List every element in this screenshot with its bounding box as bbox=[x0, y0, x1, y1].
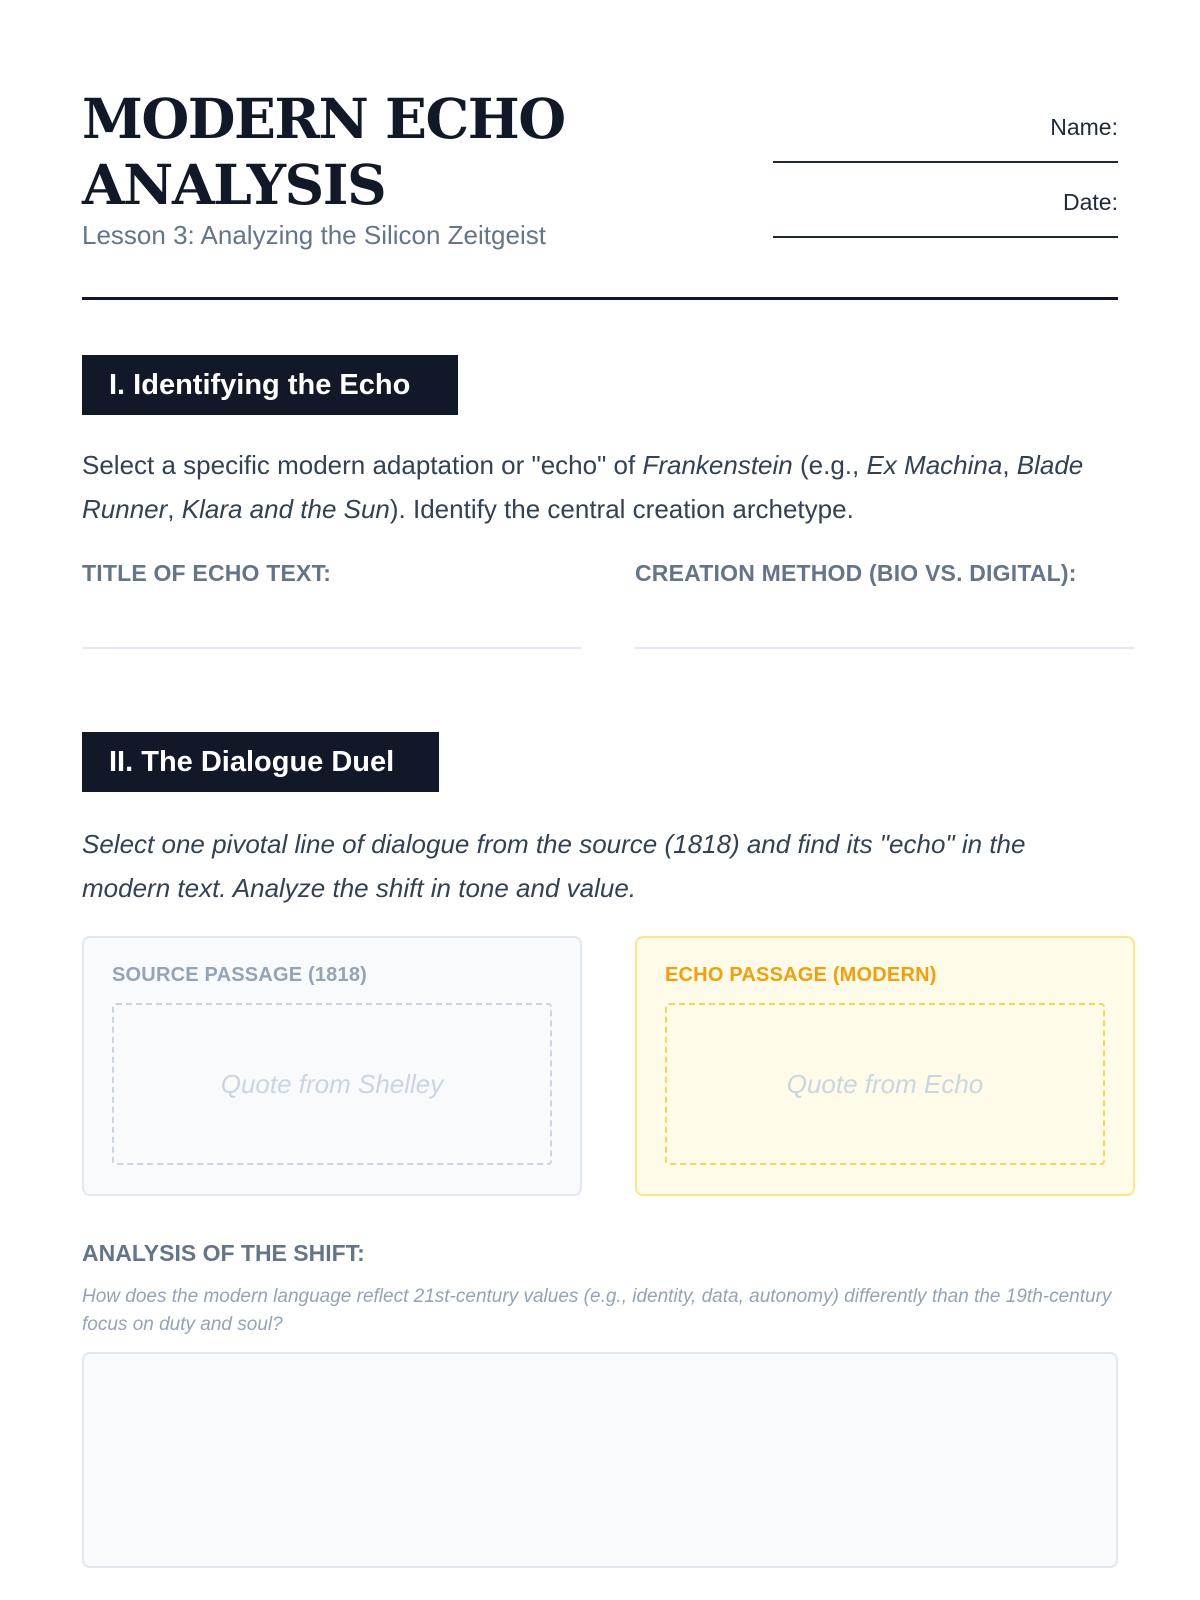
analysis-input-box[interactable] bbox=[82, 1352, 1118, 1568]
name-label: Name: bbox=[1050, 114, 1118, 140]
worksheet-header bbox=[82, 86, 1118, 300]
date-line[interactable] bbox=[773, 218, 1118, 238]
section2-instructions: Select one pivotal line of dialogue from the source (1818) and find its "echo" in the modern text. Analyze the shift in tone and value. bbox=[82, 829, 1026, 903]
instr-title-klara: Klara and the Sun bbox=[181, 494, 390, 524]
creation-method-field bbox=[635, 560, 1135, 649]
instr-text-2: (e.g., bbox=[792, 450, 867, 480]
source-quote-input[interactable]: Quote from Shelley bbox=[112, 1003, 552, 1165]
instr-text-5: ). Identify the central creation archetype. bbox=[389, 494, 854, 524]
instr-text-1: Select a specific modern adaptation or "echo" of bbox=[82, 450, 643, 480]
date-label: Date: bbox=[1063, 189, 1118, 215]
instr-title-ex-machina: Ex Machina bbox=[866, 450, 1003, 480]
echo-title-input-line[interactable] bbox=[82, 647, 582, 649]
section-heading-identifying-echo: I. Identifying the Echo bbox=[82, 355, 458, 415]
echo-title-label: TITLE OF ECHO TEXT: bbox=[82, 560, 332, 586]
instr-text-4: , bbox=[167, 494, 182, 524]
source-passage-card bbox=[82, 936, 582, 1196]
instr-title-frankenstein: Frankenstein bbox=[642, 450, 793, 480]
page-subtitle: Lesson 3: Analyzing the Silicon Zeitgeist bbox=[82, 220, 546, 250]
instr-text-3: , bbox=[1002, 450, 1017, 480]
section-heading-dialogue-duel: II. The Dialogue Duel bbox=[82, 732, 439, 792]
name-line[interactable] bbox=[773, 143, 1118, 163]
student-info bbox=[773, 114, 1118, 264]
echo-passage-card bbox=[635, 936, 1135, 1196]
section1-instructions bbox=[82, 443, 1118, 531]
analysis-label: ANALYSIS OF THE SHIFT: bbox=[82, 1240, 365, 1266]
creation-method-label: CREATION METHOD (BIO VS. DIGITAL): bbox=[635, 560, 1077, 586]
source-passage-label: SOURCE PASSAGE (1818) bbox=[112, 964, 368, 986]
echo-quote-input[interactable]: Quote from Echo bbox=[665, 1003, 1105, 1165]
instr-title-blade-runner: Blade Runner bbox=[82, 450, 1084, 524]
echo-title-field bbox=[82, 560, 582, 649]
page-title: MODERN ECHO ANALYSIS bbox=[82, 86, 565, 217]
creation-method-input-line[interactable] bbox=[635, 647, 1135, 649]
analysis-hint: How does the modern language reflect 21st-century values (e.g., identity, data, autonomy) differently than the 19th-century focus on duty and soul? bbox=[82, 1286, 1112, 1335]
echo-passage-label: ECHO PASSAGE (MODERN) bbox=[665, 964, 937, 986]
